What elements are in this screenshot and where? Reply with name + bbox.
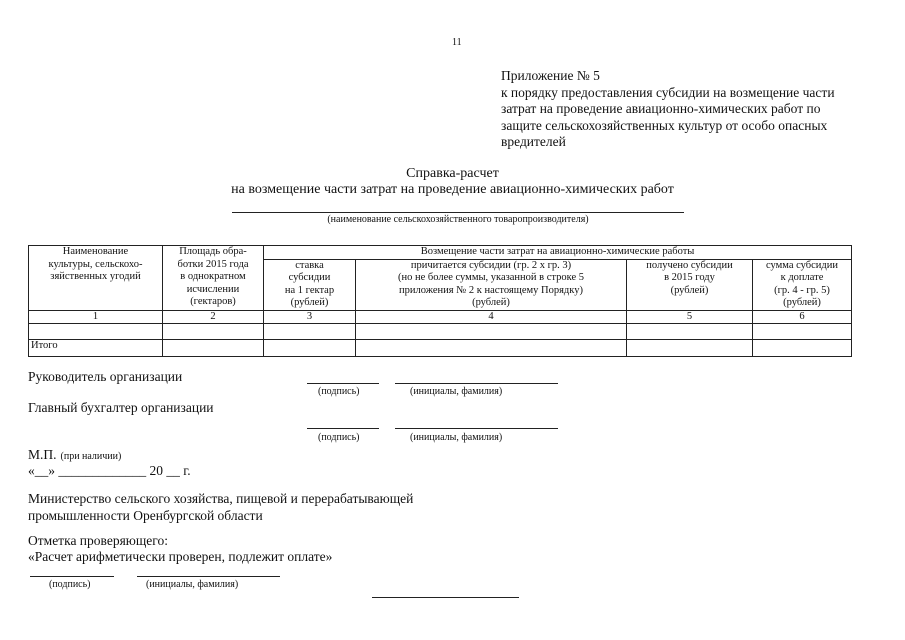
appendix-note	[501, 68, 891, 151]
checker-name-caption: (инициалы, фамилия)	[146, 579, 239, 590]
accountant-label: Главный бухгалтер организации	[28, 400, 214, 415]
page-number: 11	[452, 37, 462, 48]
checker-signature-line	[30, 576, 114, 577]
header-payable: сумма субсидии к доплате (гр. 4 - гр. 5) (рублей)	[753, 259, 852, 310]
appendix-line: затрат на проведение авиационно-химических работ по	[501, 101, 821, 116]
accountant-sign-caption: (подпись)	[318, 432, 360, 443]
date-line: «__» _____________ 20 __ г.	[28, 463, 191, 478]
checker-name-line	[137, 576, 280, 577]
appendix-line: защите сельскохозяйственных культур от особо опасных	[501, 117, 828, 133]
table-header-row	[29, 246, 852, 260]
stamp-block	[28, 446, 121, 464]
total-label: Итого	[29, 340, 163, 357]
checker-label: Отметка проверяющего:	[28, 533, 168, 548]
head-signature-line	[307, 383, 379, 384]
appendix-line: к порядку предоставления субсидии на возмещение части	[501, 84, 835, 100]
header-area: Площадь обра- ботки 2015 года в однократном исчислении (гектаров)	[163, 246, 264, 311]
calculation-table	[28, 245, 852, 357]
accountant-name-line	[395, 428, 558, 429]
appendix-title: Приложение № 5	[501, 68, 600, 83]
column-number: 5	[627, 310, 753, 324]
stamp-label: М.П.	[28, 447, 57, 462]
bottom-separator-line	[372, 597, 519, 598]
column-number: 2	[163, 310, 264, 324]
accountant-signature-line	[307, 428, 379, 429]
header-compensation-group: Возмещение части затрат на авиационно-химические работы	[264, 246, 852, 260]
head-sign-caption: (подпись)	[318, 386, 360, 397]
document-title: Справка-расчет	[406, 166, 499, 181]
column-number: 4	[356, 310, 627, 324]
head-name-line	[395, 383, 558, 384]
column-number: 6	[753, 310, 852, 324]
checker-sign-caption: (подпись)	[49, 579, 91, 590]
column-number: 3	[264, 310, 356, 324]
header-rate: ставка субсидии на 1 гектар (рублей)	[264, 259, 356, 310]
header-crop: Наименование культуры, сельскохо- зяйственных угодий	[29, 246, 163, 311]
table-row	[29, 324, 852, 340]
head-label: Руководитель организации	[28, 369, 183, 384]
column-number: 1	[29, 310, 163, 324]
head-name-caption: (инициалы, фамилия)	[410, 386, 503, 397]
ministry-name: Министерство сельского хозяйства, пищевой и перерабатывающей промышленности Оренбургской области	[28, 491, 414, 523]
appendix-line: вредителей	[501, 134, 566, 149]
stamp-note: (при наличии)	[60, 451, 122, 462]
producer-caption: (наименование сельскохозяйственного товаропроизводителя)	[327, 214, 589, 225]
checker-text: «Расчет арифметически проверен, подлежит оплате»	[28, 549, 333, 564]
producer-name-line	[232, 212, 684, 213]
total-row	[29, 340, 852, 357]
accountant-name-caption: (инициалы, фамилия)	[410, 432, 503, 443]
header-received: получено субсидии в 2015 году (рублей)	[627, 259, 753, 310]
header-due: причитается субсидии (гр. 2 х гр. 3) (но не более суммы, указанной в строке 5 приложения № 2 к настоящему Порядку) (рублей)	[356, 259, 627, 310]
document-subtitle: на возмещение части затрат на проведение авиационно-химических работ	[231, 182, 674, 197]
column-number-row	[29, 310, 852, 324]
